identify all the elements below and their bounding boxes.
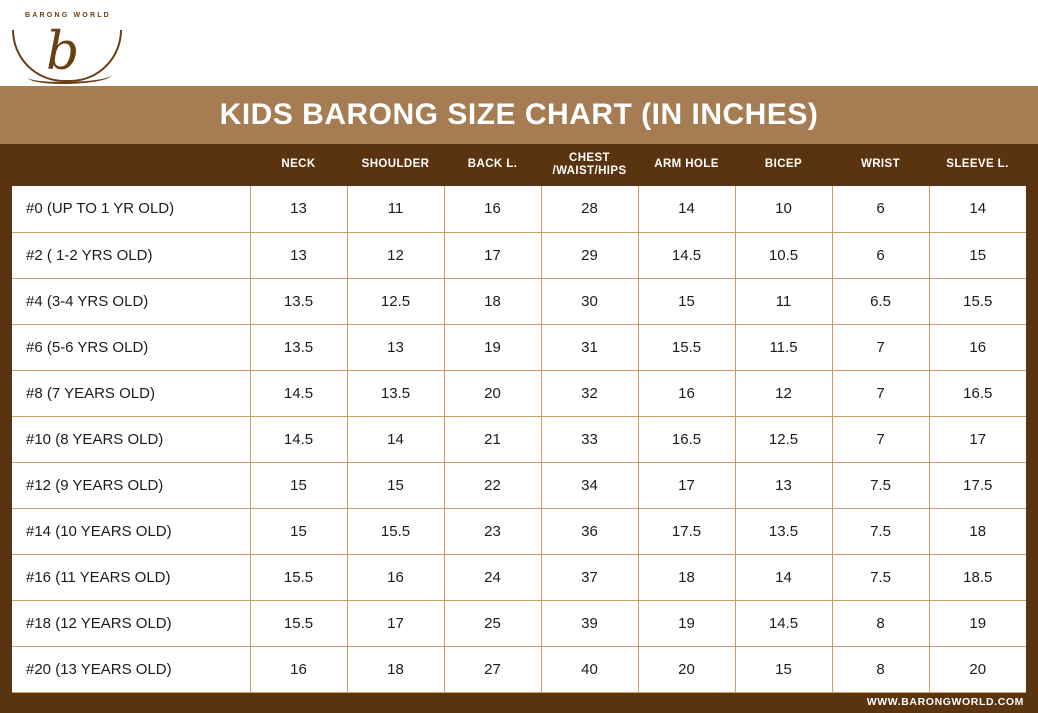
table-row — [12, 600, 1026, 646]
cell-bicep: 11 — [735, 278, 832, 324]
column-header-wrist: WRIST — [832, 144, 929, 186]
size-chart-table-wrap — [0, 144, 1038, 697]
cell-bicep: 11.5 — [735, 324, 832, 370]
cell-arm-hole: 20 — [638, 646, 735, 692]
cell-back-length: 19 — [444, 324, 541, 370]
cell-back-length: 16 — [444, 186, 541, 232]
cell-chest: 37 — [541, 554, 638, 600]
cell-wrist: 6 — [832, 232, 929, 278]
cell-sleeve-length: 16 — [929, 324, 1026, 370]
cell-chest: 34 — [541, 462, 638, 508]
cell-neck: 13 — [250, 232, 347, 278]
cell-size: #14 (10 YEARS OLD) — [12, 508, 250, 554]
table-row — [12, 416, 1026, 462]
cell-back-length: 20 — [444, 370, 541, 416]
cell-chest: 28 — [541, 186, 638, 232]
cell-size: #2 ( 1-2 YRS OLD) — [12, 232, 250, 278]
cell-chest: 32 — [541, 370, 638, 416]
cell-wrist: 7 — [832, 324, 929, 370]
cell-shoulder: 17 — [347, 600, 444, 646]
cell-bicep: 10.5 — [735, 232, 832, 278]
column-header-bicep: BICEP — [735, 144, 832, 186]
cell-sleeve-length: 14 — [929, 186, 1026, 232]
table-row — [12, 462, 1026, 508]
column-header-size — [12, 144, 250, 186]
cell-sleeve-length: 16.5 — [929, 370, 1026, 416]
cell-wrist: 7 — [832, 416, 929, 462]
cell-chest: 40 — [541, 646, 638, 692]
cell-neck: 15 — [250, 462, 347, 508]
cell-bicep: 12 — [735, 370, 832, 416]
cell-neck: 15 — [250, 508, 347, 554]
footer-website: WWW.BARONGWORLD.COM — [866, 696, 1024, 708]
cell-sleeve-length: 17.5 — [929, 462, 1026, 508]
cell-back-length: 24 — [444, 554, 541, 600]
table-row — [12, 278, 1026, 324]
table-row — [12, 232, 1026, 278]
column-header-neck: NECK — [250, 144, 347, 186]
cell-size: #16 (11 YEARS OLD) — [12, 554, 250, 600]
cell-size: #4 (3-4 YRS OLD) — [12, 278, 250, 324]
cell-neck: 15.5 — [250, 600, 347, 646]
cell-chest: 31 — [541, 324, 638, 370]
table-row — [12, 508, 1026, 554]
column-header-sleeve-length: SLEEVE L. — [929, 144, 1026, 186]
cell-back-length: 23 — [444, 508, 541, 554]
cell-back-length: 21 — [444, 416, 541, 462]
cell-size: #8 (7 YEARS OLD) — [12, 370, 250, 416]
cell-neck: 15.5 — [250, 554, 347, 600]
logo-area — [0, 0, 1038, 86]
cell-wrist: 6 — [832, 186, 929, 232]
cell-size: #18 (12 YEARS OLD) — [12, 600, 250, 646]
column-header-chest-line1: CHEST — [569, 151, 610, 164]
cell-back-length: 25 — [444, 600, 541, 646]
cell-size: #10 (8 YEARS OLD) — [12, 416, 250, 462]
cell-wrist: 8 — [832, 646, 929, 692]
cell-shoulder: 13 — [347, 324, 444, 370]
cell-bicep: 12.5 — [735, 416, 832, 462]
logo-monogram: b — [46, 22, 80, 82]
cell-chest: 39 — [541, 600, 638, 646]
cell-sleeve-length: 15 — [929, 232, 1026, 278]
cell-shoulder: 18 — [347, 646, 444, 692]
table-row — [12, 554, 1026, 600]
cell-wrist: 6.5 — [832, 278, 929, 324]
table-row — [12, 186, 1026, 232]
cell-size: #6 (5-6 YRS OLD) — [12, 324, 250, 370]
column-header-chest-waist-hips — [541, 144, 638, 186]
logo-swash-shape — [28, 68, 112, 84]
cell-shoulder: 12 — [347, 232, 444, 278]
cell-wrist: 7 — [832, 370, 929, 416]
cell-size: #12 (9 YEARS OLD) — [12, 462, 250, 508]
cell-sleeve-length: 18.5 — [929, 554, 1026, 600]
cell-arm-hole: 19 — [638, 600, 735, 646]
cell-sleeve-length: 17 — [929, 416, 1026, 462]
table-header — [12, 144, 1026, 186]
title-banner — [0, 86, 1038, 144]
cell-arm-hole: 18 — [638, 554, 735, 600]
cell-arm-hole: 15.5 — [638, 324, 735, 370]
cell-chest: 36 — [541, 508, 638, 554]
cell-back-length: 27 — [444, 646, 541, 692]
cell-arm-hole: 15 — [638, 278, 735, 324]
cell-bicep: 10 — [735, 186, 832, 232]
cell-bicep: 13.5 — [735, 508, 832, 554]
cell-arm-hole: 17.5 — [638, 508, 735, 554]
cell-wrist: 7.5 — [832, 508, 929, 554]
cell-back-length: 18 — [444, 278, 541, 324]
size-chart-table — [12, 144, 1026, 693]
cell-arm-hole: 14 — [638, 186, 735, 232]
cell-bicep: 15 — [735, 646, 832, 692]
cell-neck: 13.5 — [250, 278, 347, 324]
cell-sleeve-length: 18 — [929, 508, 1026, 554]
cell-sleeve-length: 15.5 — [929, 278, 1026, 324]
cell-shoulder: 14 — [347, 416, 444, 462]
table-row — [12, 370, 1026, 416]
table-row — [12, 324, 1026, 370]
cell-size: #0 (UP TO 1 YR OLD) — [12, 186, 250, 232]
cell-chest: 33 — [541, 416, 638, 462]
column-header-chest-line2: /WAIST/HIPS — [552, 165, 627, 177]
cell-shoulder: 16 — [347, 554, 444, 600]
cell-back-length: 22 — [444, 462, 541, 508]
cell-chest: 30 — [541, 278, 638, 324]
cell-shoulder: 15.5 — [347, 508, 444, 554]
table-row — [12, 646, 1026, 692]
column-header-arm-hole: ARM HOLE — [638, 144, 735, 186]
cell-sleeve-length: 20 — [929, 646, 1026, 692]
column-header-shoulder: SHOULDER — [347, 144, 444, 186]
brand-logo — [8, 6, 208, 80]
cell-shoulder: 13.5 — [347, 370, 444, 416]
cell-shoulder: 15 — [347, 462, 444, 508]
cell-size: #20 (13 YEARS OLD) — [12, 646, 250, 692]
cell-arm-hole: 16.5 — [638, 416, 735, 462]
cell-shoulder: 12.5 — [347, 278, 444, 324]
cell-wrist: 7.5 — [832, 554, 929, 600]
cell-arm-hole: 16 — [638, 370, 735, 416]
cell-neck: 13 — [250, 186, 347, 232]
footer-bar — [0, 695, 1038, 713]
page-title: KIDS BARONG SIZE CHART (IN INCHES) — [219, 98, 819, 131]
cell-arm-hole: 14.5 — [638, 232, 735, 278]
cell-bicep: 14 — [735, 554, 832, 600]
cell-arm-hole: 17 — [638, 462, 735, 508]
cell-neck: 16 — [250, 646, 347, 692]
logo-brand-text: BARONG WORLD — [25, 12, 111, 19]
cell-neck: 13.5 — [250, 324, 347, 370]
cell-bicep: 14.5 — [735, 600, 832, 646]
cell-shoulder: 11 — [347, 186, 444, 232]
cell-neck: 14.5 — [250, 370, 347, 416]
cell-wrist: 7.5 — [832, 462, 929, 508]
table-header-row — [12, 144, 1026, 186]
cell-neck: 14.5 — [250, 416, 347, 462]
column-header-back-length: BACK L. — [444, 144, 541, 186]
cell-bicep: 13 — [735, 462, 832, 508]
cell-sleeve-length: 19 — [929, 600, 1026, 646]
cell-back-length: 17 — [444, 232, 541, 278]
table-body — [12, 186, 1026, 692]
cell-wrist: 8 — [832, 600, 929, 646]
cell-chest: 29 — [541, 232, 638, 278]
